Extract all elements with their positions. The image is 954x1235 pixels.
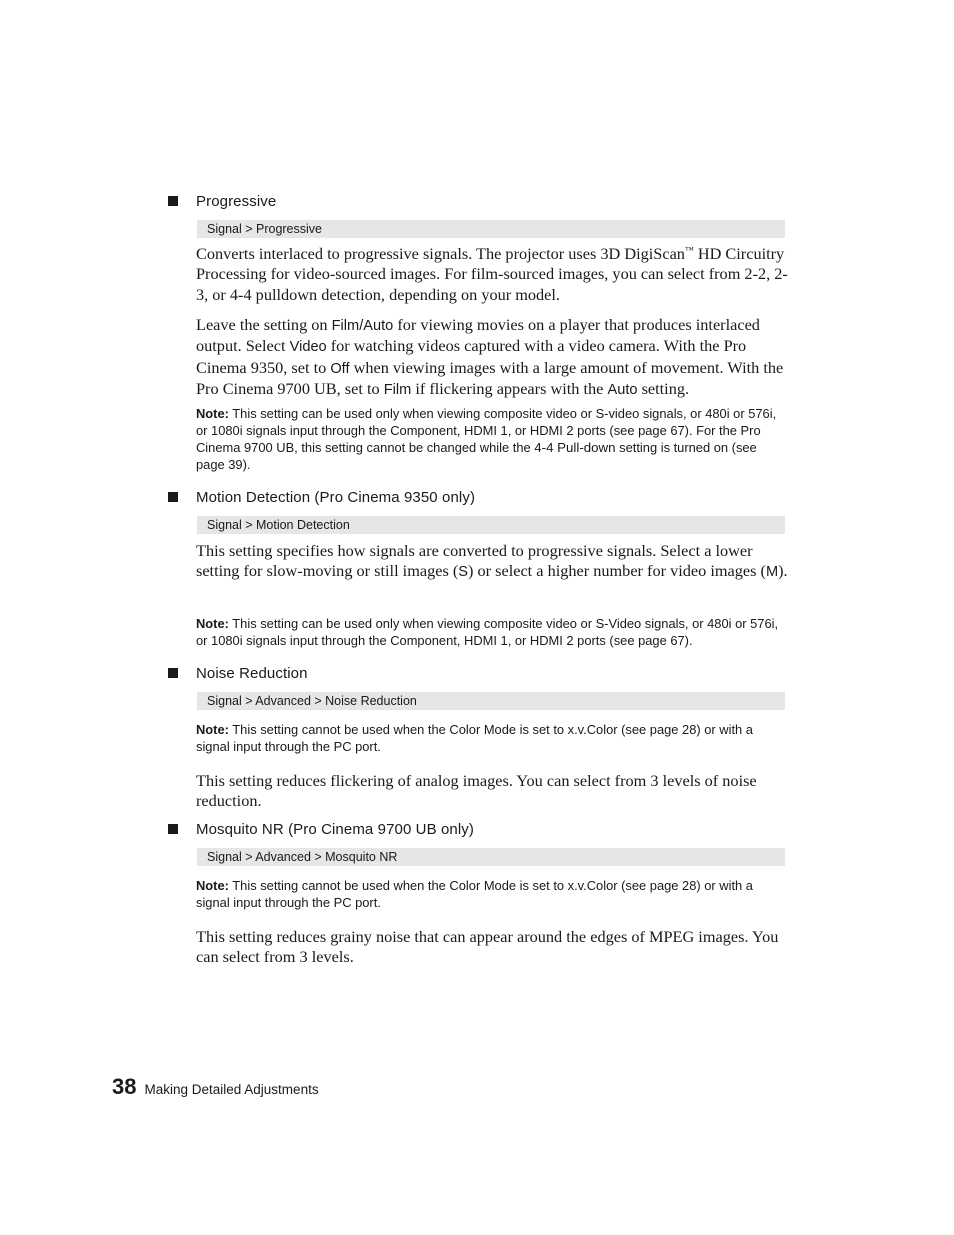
setting-off: Off [330, 360, 350, 377]
noise-menu-path [197, 692, 785, 710]
motion-heading-row [168, 487, 475, 507]
note-label: Note: [196, 722, 229, 737]
motion-p1-text-a: This setting specifies how signals are converted to progressive signals. Select a lower setting for slow-moving or still images ( [196, 541, 753, 581]
progressive-menu-path-text: Signal > Progressive [207, 222, 322, 236]
mosquito-menu-path-text: Signal > Advanced > Mosquito NR [207, 850, 398, 864]
square-bullet-icon [168, 492, 178, 502]
mosquito-note-text: This setting cannot be used when the Color Mode is set to x.v.Color (see page 28) or with a signal input through the PC port. [196, 878, 753, 910]
trademark-symbol: ™ [684, 245, 694, 255]
noise-heading: Noise Reduction [196, 664, 308, 682]
motion-p1-text-c: ). [778, 561, 788, 581]
progressive-p2-text-e: if flickering appears with the [411, 379, 608, 399]
motion-paragraph-1 [196, 541, 788, 583]
progressive-note [196, 405, 788, 473]
mosquito-menu-path [197, 848, 785, 866]
progressive-p1-text-a: Converts interlaced to progressive signals. The projector uses 3D DigiScan [196, 244, 685, 263]
setting-film: Film [383, 382, 412, 399]
square-bullet-icon [168, 668, 178, 678]
note-label: Note: [196, 878, 229, 893]
progressive-heading-row [168, 191, 276, 211]
motion-menu-path-text: Signal > Motion Detection [207, 518, 350, 532]
setting-video: Video [289, 339, 327, 356]
progressive-note-text-a: This setting can be used only when viewing composite video or S-video signals, or 480i or 576i, or 1080i signals input through the Component, HDMI 1, or HDMI 2 ports (see page 67). For the Pro Cinema 9700 UB, this setting cannot be changed while the [196, 406, 777, 455]
note-label: Note: [196, 406, 229, 421]
noise-paragraph-1: This setting reduces flickering of analog images. You can select from 3 levels of noise reduction. [196, 771, 757, 811]
progressive-p1-text-b: HD Circuitry Processing for video-sourced images. For film-sourced images, you can select from 2-2, 2-3, or 4-4 pulldown detection, depending on your model. [196, 244, 788, 304]
motion-note [196, 615, 788, 649]
setting-s: S [458, 564, 469, 581]
noise-note-text: This setting cannot be used when the Color Mode is set to x.v.Color (see page 28) or with a signal input through the PC port. [196, 722, 753, 754]
setting-auto: Auto [607, 382, 638, 399]
progressive-note-text-b: setting is turned on (see page 39). [196, 440, 757, 472]
setting-film-auto: Film/Auto [331, 318, 394, 334]
mosquito-heading: Mosquito NR (Pro Cinema 9700 UB only) [196, 820, 474, 838]
chapter-title: Making Detailed Adjustments [144, 1082, 319, 1097]
noise-heading-row [168, 663, 308, 683]
setting-m: M [765, 564, 779, 581]
square-bullet-icon [168, 824, 178, 834]
progressive-p2-text-c: for watching videos captured with a video camera. With the Pro Cinema 9350, set to [196, 336, 747, 377]
setting-4-4-pull-down: 4-4 Pull-down [534, 440, 616, 455]
progressive-menu-path [197, 220, 785, 238]
mosquito-note [196, 877, 788, 911]
progressive-p2-text-d: when viewing images with a large amount of movement. With the Pro Cinema 9700 UB, set to [196, 357, 784, 399]
motion-note-text: This setting can be used only when viewing composite video or S-Video signals, or 480i or 576i, or 1080i signals input through the Component, HDMI 1, or HDMI 2 ports (see page 67). [196, 616, 779, 648]
mosquito-paragraph-1: This setting reduces grainy noise that can appear around the edges of MPEG images. You can select from 3 levels. [196, 927, 779, 967]
progressive-paragraph-1 [196, 244, 788, 305]
noise-menu-path-text: Signal > Advanced > Noise Reduction [207, 694, 417, 708]
mosquito-heading-row [168, 819, 474, 839]
progressive-p2-text-f: setting. [637, 379, 690, 399]
progressive-paragraph-2 [196, 315, 788, 401]
square-bullet-icon [168, 196, 178, 206]
note-label: Note: [196, 616, 229, 631]
progressive-p2-text-a: Leave the setting on [196, 315, 332, 334]
motion-p1-text-b: ) or select a higher number for video images ( [468, 561, 766, 581]
progressive-p2-text-b: for viewing movies on a player that produces interlaced output. Select [196, 315, 760, 356]
page-number: 38 [112, 1074, 137, 1099]
page-footer [112, 1074, 319, 1100]
progressive-heading: Progressive [196, 192, 277, 210]
motion-heading: Motion Detection (Pro Cinema 9350 only) [196, 488, 476, 506]
noise-note [196, 721, 788, 755]
motion-menu-path [197, 516, 785, 534]
